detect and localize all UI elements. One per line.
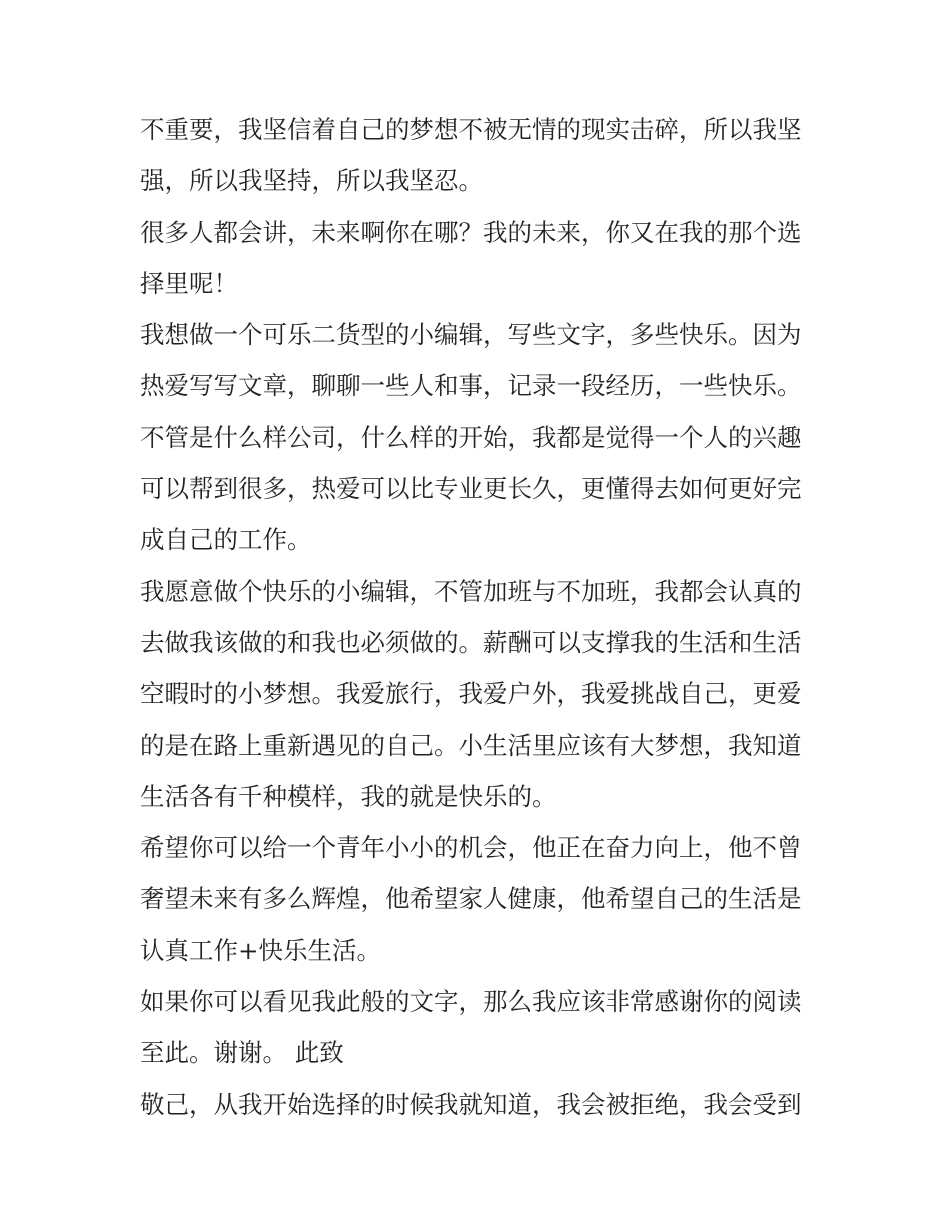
text-line: 奢望未来有多么辉煌，他希望家人健康，他希望自己的生活是 <box>140 884 802 914</box>
text-line: 我想做一个可乐二货型的小编辑，写些文字，多些快乐。因为 <box>140 320 802 350</box>
text-line: 希望你可以给一个青年小小的机会，他正在奋力向上，他不曾 <box>140 833 802 863</box>
text-line: 不管是什么样公司，什么样的开始，我都是觉得一个人的兴趣 <box>140 422 802 452</box>
text-line: 如果你可以看见我此般的文字，那么我应该非常感谢你的阅读 <box>140 987 802 1017</box>
text-line: 很多人都会讲，未来啊你在哪？我的未来，你又在我的那个选 <box>140 217 802 247</box>
text-line: 不重要，我坚信着自己的梦想不被无情的现实击碎，所以我坚 <box>140 115 802 144</box>
text-line: 认真工作+快乐生活。 <box>140 935 382 965</box>
text-line: 空暇时的小梦想。我爱旅行，我爱户外，我爱挑战自己，更爱 <box>140 679 802 709</box>
text-line: 强，所以我坚持，所以我坚忍。 <box>140 166 483 196</box>
text-line: 我愿意做个快乐的小编辑，不管加班与不加班，我都会认真的 <box>140 576 802 606</box>
body-text <box>140 104 812 1130</box>
text-line: 择里呢！ <box>140 268 238 298</box>
text-line: 热爱写写文章，聊聊一些人和事，记录一段经历，一些快乐。 <box>140 371 802 401</box>
text-line: 的是在路上重新遇见的自己。小生活里应该有大梦想，我知道 <box>140 730 802 760</box>
text-line: 至此。谢谢。 此致 <box>140 1038 344 1068</box>
text-line: 生活各有千种模样，我的就是快乐的。 <box>140 781 557 811</box>
text-line: 敬己，从我开始选择的时候我就知道，我会被拒绝，我会受到 <box>140 1089 802 1119</box>
text-line: 去做我该做的和我也必须做的。薪酬可以支撑我的生活和生活 <box>140 627 802 657</box>
text-line: 可以帮到很多，热爱可以比专业更长久，更懂得去如何更好完 <box>140 474 802 504</box>
text-line: 成自己的工作。 <box>140 525 312 555</box>
